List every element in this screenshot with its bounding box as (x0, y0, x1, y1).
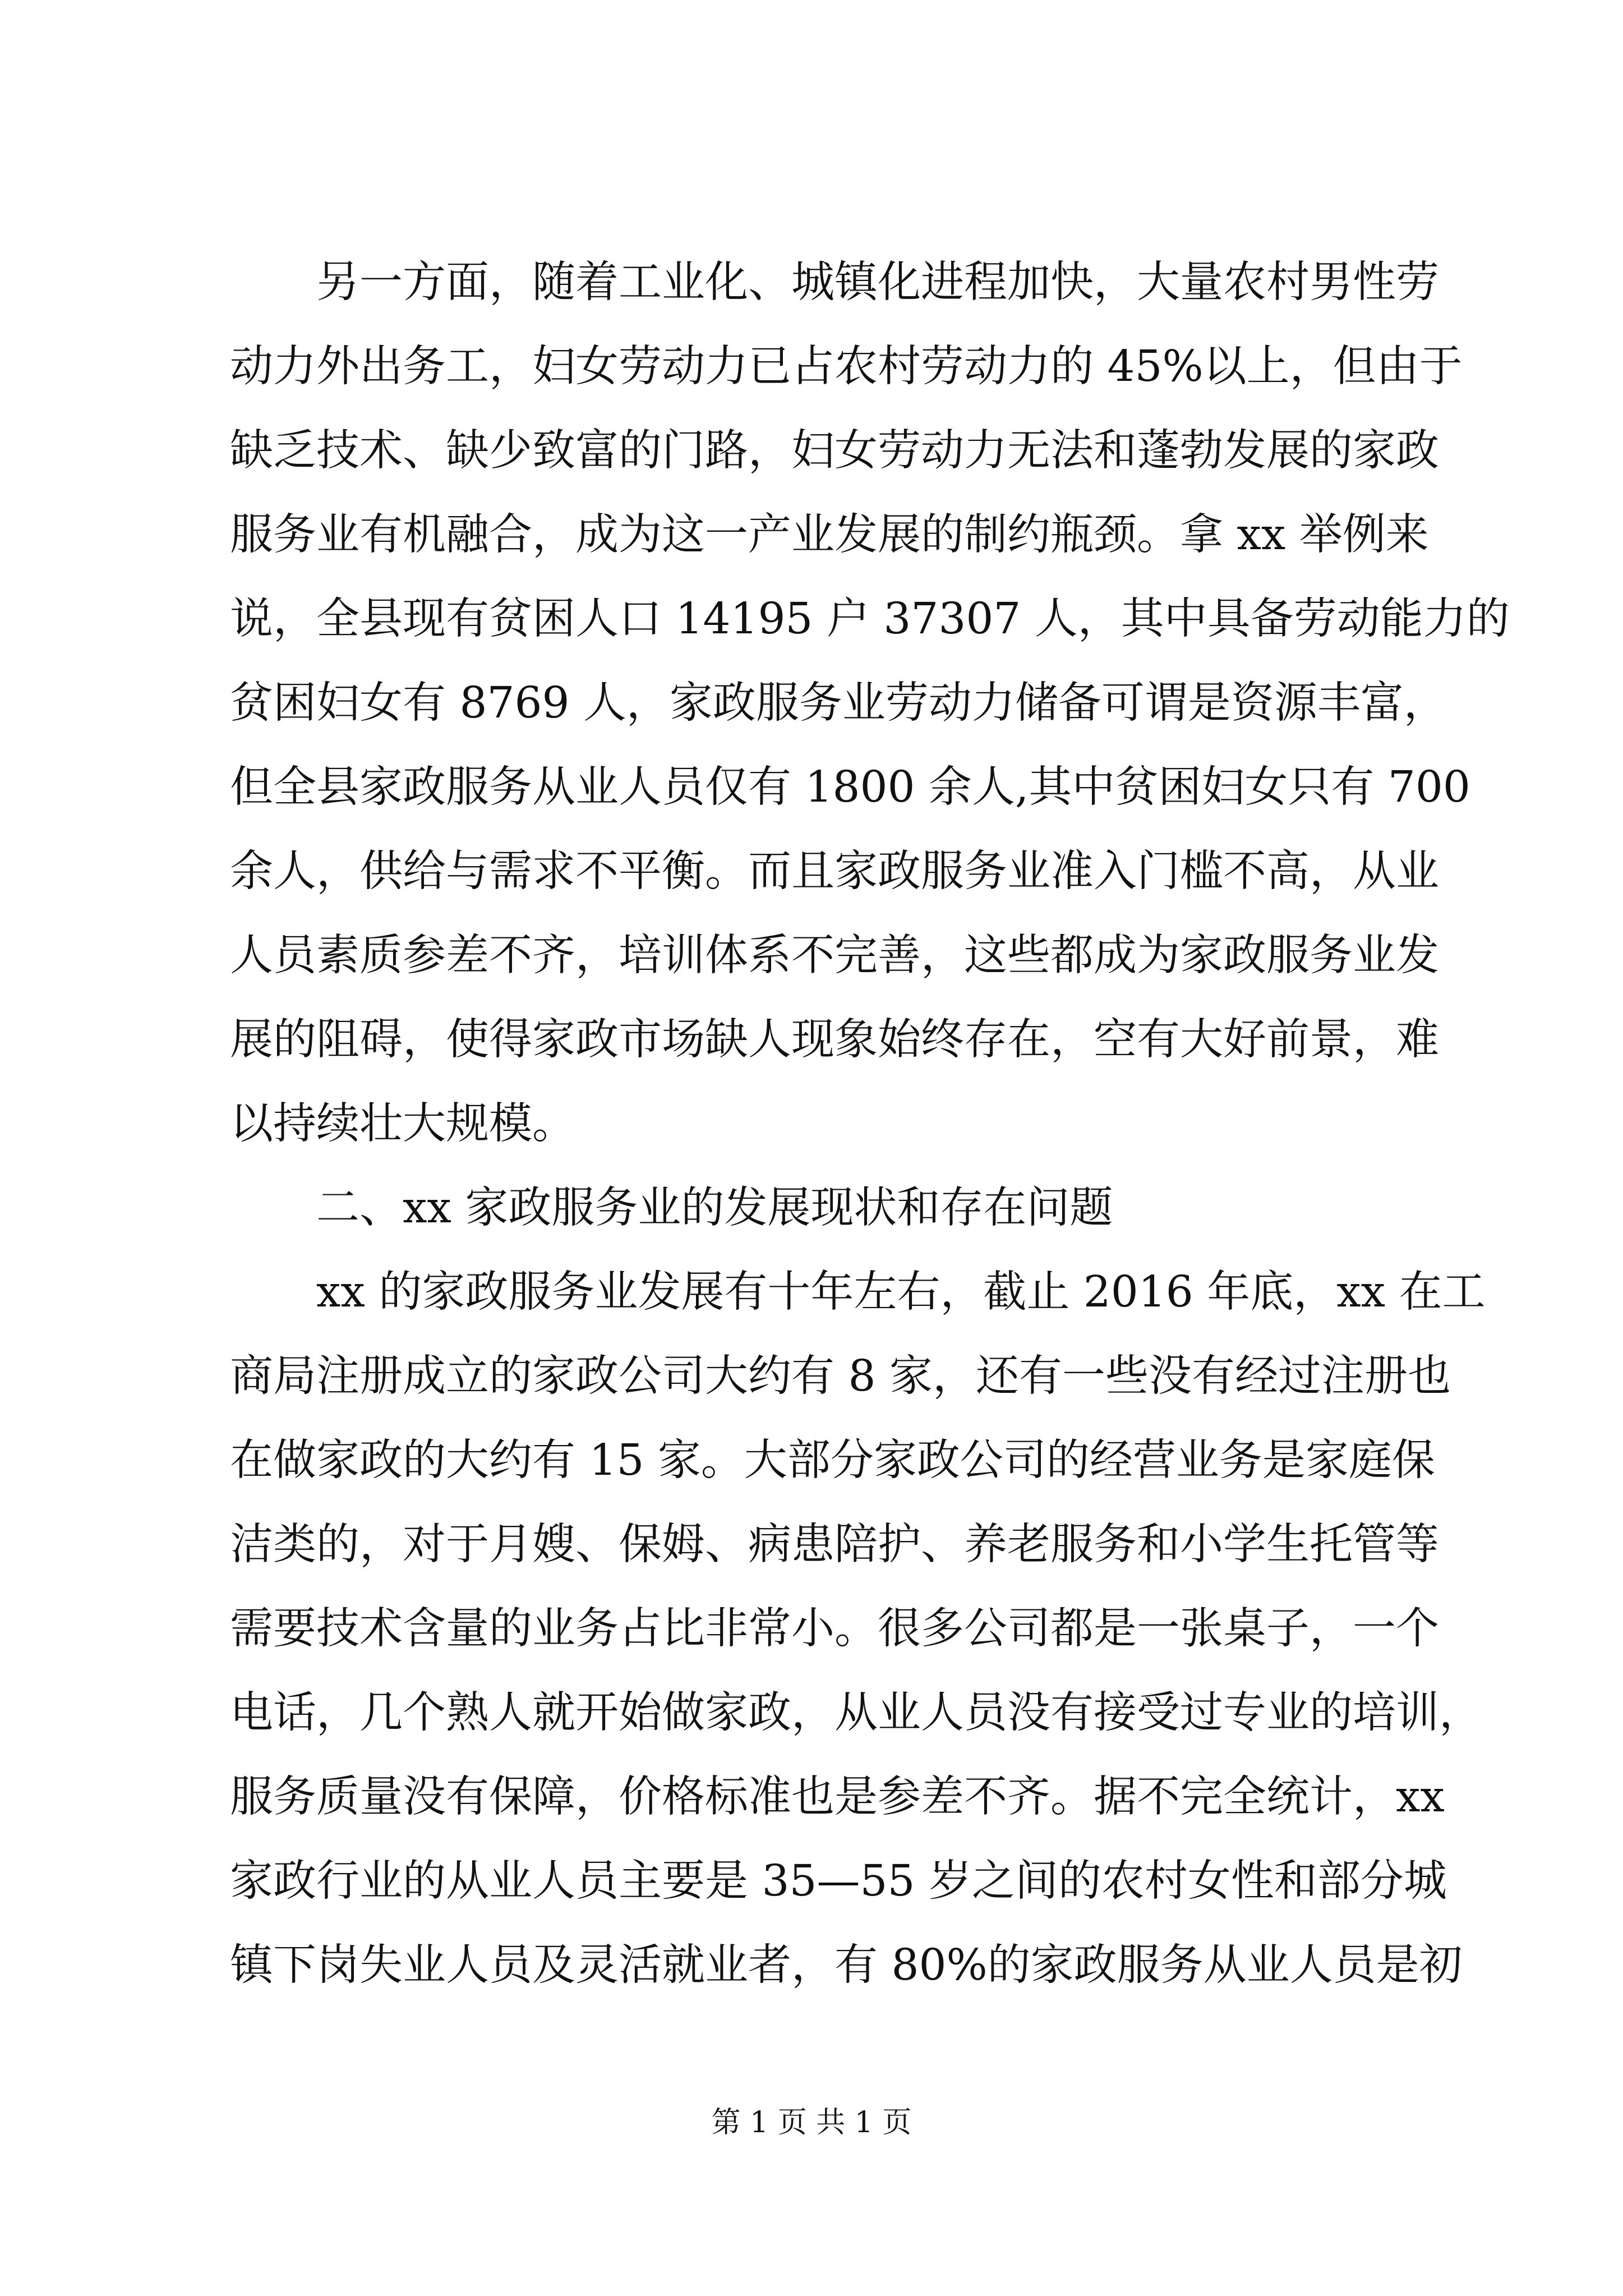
text-line: 缺乏技术、缺少致富的门路，妇女劳动力无法和蓬勃发展的家政 (230, 426, 1439, 476)
text-line: 服务质量没有保障，价格标准也是参差不齐。据不完全统计，xx (230, 1772, 1445, 1822)
text-line: 贫困妇女有 8769 人，家政服务业劳动力储备可谓是资源丰富， (230, 678, 1447, 728)
text-line: 说，全县现有贫困人口 14195 户 37307 人，其中具备劳动能力的 (230, 594, 1510, 644)
text-line: 以持续壮大规模。 (230, 1099, 575, 1149)
page-footer: 第 1 页 共 1 页 (711, 2106, 912, 2139)
text-line: 电话，几个熟人就开始做家政，从业人员没有接受过专业的培训， (230, 1688, 1482, 1738)
text-line: xx 的家政服务业发展有十年左右，截止 2016 年底，xx 在工 (316, 1267, 1486, 1317)
text-line: 镇下岗失业人员及灵活就业者，有 80%的家政服务从业人员是初 (230, 1940, 1463, 1990)
text-line: 人员素质参差不齐，培训体系不完善，这些都成为家政服务业发 (230, 931, 1439, 981)
text-line: 洁类的，对于月嫂、保姆、病患陪护、养老服务和小学生托管等 (230, 1520, 1439, 1570)
text-line: 展的阻碍，使得家政市场缺人现象始终存在，空有大好前景，难 (230, 1015, 1439, 1065)
section-heading: 二、xx 家政服务业的发展现状和存在问题 (316, 1183, 1113, 1233)
text-line: 服务业有机融合，成为这一产业发展的制约瓶颈。拿 xx 举例来 (230, 510, 1429, 560)
text-line: 需要技术含量的业务占比非常小。很多公司都是一张桌子，一个 (230, 1604, 1439, 1654)
text-line: 动力外出务工，妇女劳动力已占农村劳动力的 45%以上，但由于 (230, 342, 1463, 392)
text-line: 在做家政的大约有 15 家。大部分家政公司的经营业务是家庭保 (230, 1435, 1435, 1485)
text-line: 余人，供给与需求不平衡。而且家政服务业准入门槛不高，从业 (230, 846, 1439, 896)
text-line: 但全县家政服务从业人员仅有 1800 余人,其中贫困妇女只有 700 (230, 762, 1470, 812)
text-line: 商局注册成立的家政公司大约有 8 家，还有一些没有经过注册也 (230, 1351, 1451, 1401)
text-line: 家政行业的从业人员主要是 35—55 岁之间的农村女性和部分城 (230, 1856, 1447, 1906)
text-line: 另一方面，随着工业化、城镇化进程加快，大量农村男性劳 (316, 257, 1439, 307)
